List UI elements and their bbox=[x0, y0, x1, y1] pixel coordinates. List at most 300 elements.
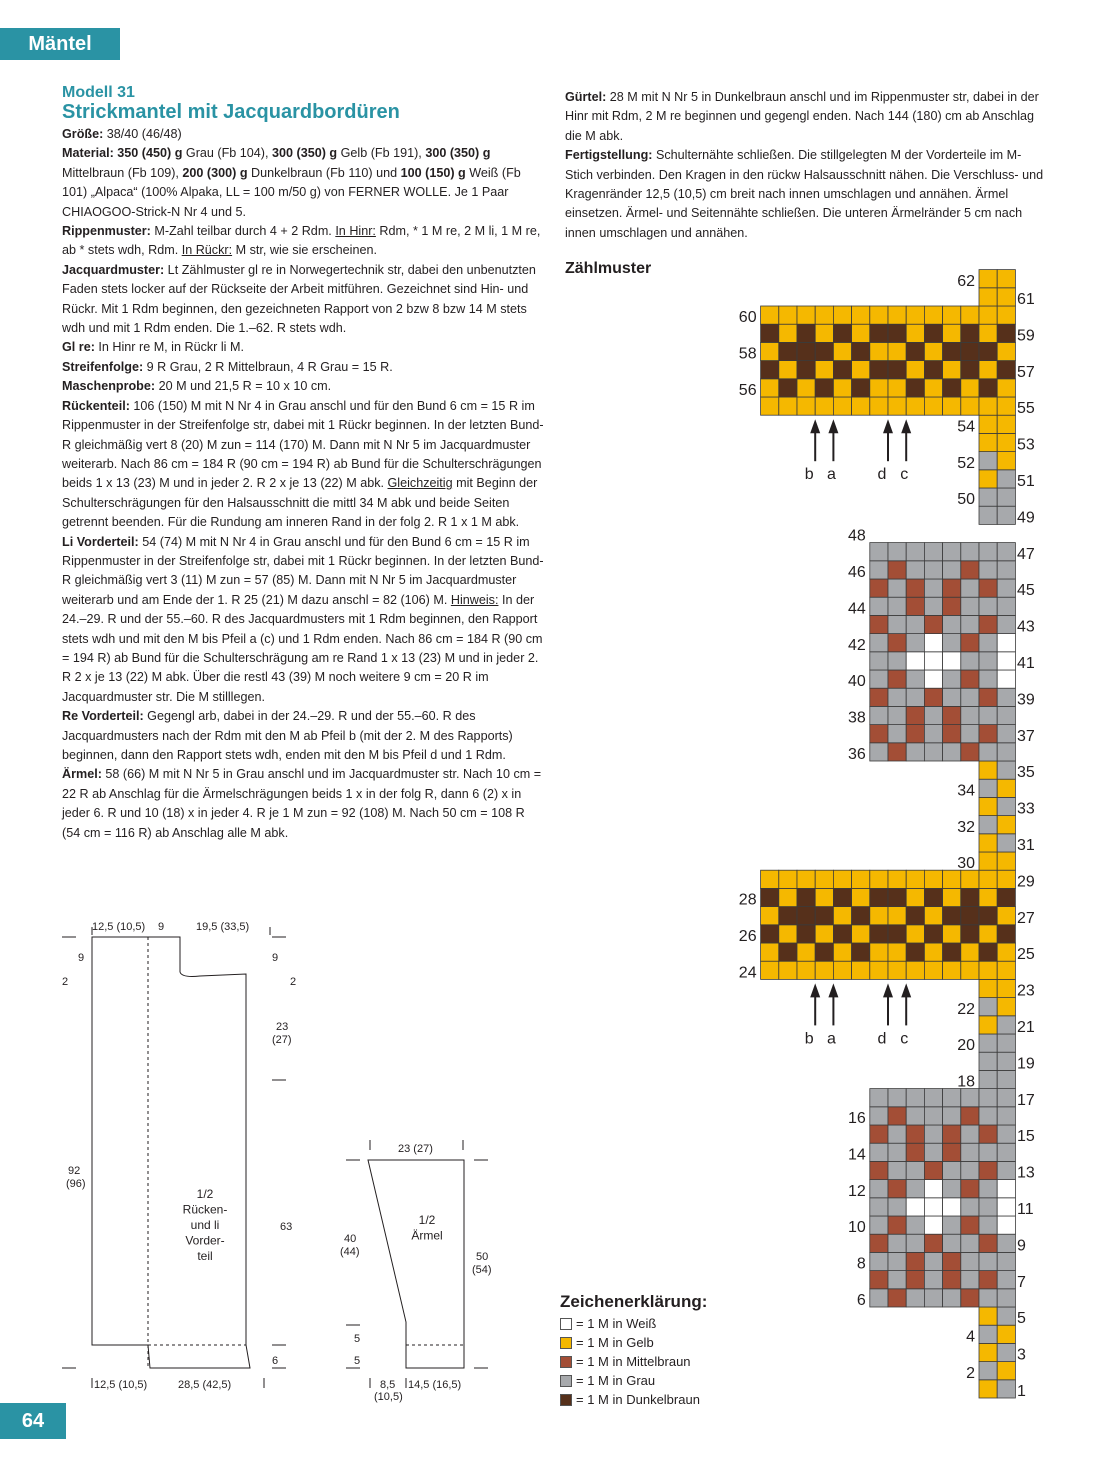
chart-label: 4 bbox=[966, 1328, 975, 1346]
chart-cell bbox=[852, 925, 870, 943]
chart-cell bbox=[888, 1089, 906, 1107]
chart-cell bbox=[761, 397, 779, 415]
chart-cell bbox=[815, 907, 833, 925]
chart-cell bbox=[870, 361, 888, 379]
chart-cell bbox=[833, 342, 851, 360]
chart-cell bbox=[961, 361, 979, 379]
chart-cell bbox=[870, 1143, 888, 1161]
chart-cell bbox=[906, 1198, 924, 1216]
instruction-paragraph: Fertigstellung: Schulternähte schließen. Die stillgelegten M der Vorderteile im M-Stich verbinden. Den Kragen in den rückw Halsausschnitt nähen. Die Verschluss- und Kragenränder 12,5 (10,5) cm breit nach innen umschlagen und annähen. Ärmel einsetzen. Ärmel- und Seitennähte schließen. Die unteren Ärmelränder 5 cm nach innen umschlagen und annähen. bbox=[565, 148, 1044, 240]
chart-label: 35 bbox=[1017, 764, 1035, 782]
chart-cell bbox=[961, 1143, 979, 1161]
body-right-9-dim: 9 bbox=[272, 952, 279, 964]
chart-cell bbox=[997, 943, 1015, 961]
chart-cell bbox=[943, 1271, 961, 1289]
chart-cell bbox=[924, 1180, 942, 1198]
chart-cell bbox=[979, 888, 997, 906]
chart-cell bbox=[997, 415, 1015, 433]
instruction-paragraph: Ärmel: 58 (66) M mit N Nr 5 in Grau anschl und im Jacquardmuster str. Nach 10 cm = 22 R ab Anschlag für die Ärmelschrägungen beids 1 x in der folg R, dann 6 (2) x in jeder 6. R und 10 (18) x in jeder 4. R je 1 M zun = 92 (108) M. Nach 50 cm = 108 R (54 cm = 116 R) ab Anschlag alle M abk. bbox=[62, 767, 542, 840]
chart-label: 43 bbox=[1017, 618, 1035, 636]
chart-cell bbox=[961, 543, 979, 561]
chart-cell bbox=[924, 342, 942, 360]
chart-cell bbox=[961, 688, 979, 706]
chart-cell bbox=[888, 306, 906, 324]
chart-cell bbox=[997, 1252, 1015, 1270]
chart-cell bbox=[870, 1234, 888, 1252]
chart-cell bbox=[833, 907, 851, 925]
chart-cell bbox=[870, 342, 888, 360]
chart-cell bbox=[888, 1252, 906, 1270]
chart-cell bbox=[997, 342, 1015, 360]
chart-cell bbox=[833, 324, 851, 342]
chart-label: 3 bbox=[1017, 1346, 1026, 1364]
chart-cell bbox=[779, 925, 797, 943]
chart-cell bbox=[997, 1016, 1015, 1034]
chart-label: 37 bbox=[1017, 727, 1035, 745]
chart-cell bbox=[979, 488, 997, 506]
legend-item bbox=[560, 1371, 707, 1390]
chart-cell bbox=[997, 470, 1015, 488]
chart-cell bbox=[888, 961, 906, 979]
chart-label: 20 bbox=[957, 1037, 975, 1055]
chart-label: 45 bbox=[1017, 582, 1035, 600]
chart-label: 17 bbox=[1017, 1091, 1035, 1109]
chart-cell bbox=[924, 1107, 942, 1125]
chart-cell bbox=[852, 888, 870, 906]
chart-cell bbox=[997, 506, 1015, 524]
chart-cell bbox=[906, 1271, 924, 1289]
chart-cell bbox=[888, 561, 906, 579]
chart-cell bbox=[870, 1252, 888, 1270]
chart-cell bbox=[924, 1271, 942, 1289]
chart-cell bbox=[888, 579, 906, 597]
chart-label: 48 bbox=[848, 527, 866, 545]
chart-cell bbox=[870, 306, 888, 324]
chart-cell bbox=[761, 961, 779, 979]
chart-cell bbox=[997, 561, 1015, 579]
chart-label: 12 bbox=[848, 1182, 866, 1200]
chart-cell bbox=[997, 397, 1015, 415]
chart-cell bbox=[779, 324, 797, 342]
chart-cell bbox=[997, 706, 1015, 724]
chart-label: 5 bbox=[1017, 1310, 1026, 1328]
instruction-paragraph: Jacquardmuster: Lt Zählmuster gl re in Norwegertechnik str, dabei den unbenutzten Faden stets locker auf der Rückseite der Arbeit mitführen. Gezeichnet sind Hin- und Rückr. Mit 1 Rdm beginnen, den gezeichneten Rapport von 2 bzw 8 bzw 14 M stets wdh und mit 1 Rdm enden. Die 1.–62. R stets wdh. bbox=[62, 262, 536, 336]
chart-cell bbox=[979, 1216, 997, 1234]
chart-cell bbox=[943, 1289, 961, 1307]
chart-cell bbox=[906, 706, 924, 724]
chart-cell bbox=[979, 361, 997, 379]
chart-cell bbox=[979, 670, 997, 688]
chart-cell bbox=[961, 579, 979, 597]
legend-label: = 1 M in Weiß bbox=[576, 1316, 657, 1331]
chart-cell bbox=[761, 342, 779, 360]
chart-cell bbox=[924, 1198, 942, 1216]
chart-cell bbox=[979, 943, 997, 961]
rapport-arrow-head bbox=[810, 419, 820, 433]
chart-label: 42 bbox=[848, 636, 866, 654]
chart-cell bbox=[997, 1271, 1015, 1289]
chart-label: 44 bbox=[848, 600, 866, 618]
chart-cell bbox=[961, 1198, 979, 1216]
chart-cell bbox=[997, 1052, 1015, 1070]
chart-cell bbox=[924, 688, 942, 706]
chart-cell bbox=[997, 779, 1015, 797]
schematic-label-line: Ärmel bbox=[411, 1228, 443, 1243]
chart-cell bbox=[961, 1089, 979, 1107]
chart-label: 53 bbox=[1017, 436, 1035, 454]
chart-cell bbox=[906, 1125, 924, 1143]
chart-label: 1 bbox=[1017, 1383, 1026, 1400]
chart-label: 58 bbox=[738, 345, 757, 363]
chart-cell bbox=[906, 361, 924, 379]
chart-cell bbox=[943, 907, 961, 925]
chart-cell bbox=[961, 925, 979, 943]
chart-cell bbox=[961, 743, 979, 761]
chart-cell bbox=[888, 725, 906, 743]
chart-cell bbox=[943, 634, 961, 652]
chart-cell bbox=[961, 379, 979, 397]
chart-cell bbox=[815, 961, 833, 979]
chart-cell bbox=[979, 816, 997, 834]
chart-cell bbox=[979, 634, 997, 652]
chart-cell bbox=[924, 597, 942, 615]
chart-cell bbox=[924, 379, 942, 397]
chart-cell bbox=[888, 615, 906, 633]
chart-label: 30 bbox=[957, 855, 975, 873]
instruction-paragraph: Größe: 38/40 (46/48) bbox=[62, 127, 182, 141]
chart-cell bbox=[997, 1107, 1015, 1125]
chart-cell bbox=[797, 397, 815, 415]
chart-cell bbox=[888, 743, 906, 761]
chart-cell bbox=[779, 870, 797, 888]
chart-label: 49 bbox=[1017, 509, 1035, 527]
chart-cell bbox=[997, 1362, 1015, 1380]
chart-cell bbox=[997, 615, 1015, 633]
chart-cell bbox=[979, 1271, 997, 1289]
chart-cell bbox=[979, 1107, 997, 1125]
chart-cell bbox=[815, 379, 833, 397]
chart-label: d bbox=[877, 1030, 887, 1048]
chart-cell bbox=[815, 888, 833, 906]
chart-cell bbox=[797, 379, 815, 397]
chart-cell bbox=[997, 688, 1015, 706]
chart-cell bbox=[924, 361, 942, 379]
chart-cell bbox=[888, 670, 906, 688]
rapport-arrow-head bbox=[828, 983, 838, 997]
chart-cell bbox=[997, 870, 1015, 888]
rapport-arrow-head bbox=[901, 419, 911, 433]
chart-cell bbox=[979, 1234, 997, 1252]
chart-cell bbox=[961, 870, 979, 888]
chart-cell bbox=[943, 379, 961, 397]
chart-cell bbox=[997, 1180, 1015, 1198]
chart-cell bbox=[961, 943, 979, 961]
chart-cell bbox=[924, 652, 942, 670]
chart-cell bbox=[888, 870, 906, 888]
instruction-paragraph: Rippenmuster: M-Zahl teilbar durch 4 + 2 Rdm. In Hinr: Rdm, * 1 M re, 2 M li, 1 M re, ab * stets wdh, Rdm. In Rückr: M str, wie sie erscheinen. bbox=[62, 224, 541, 258]
chart-label: 16 bbox=[848, 1110, 866, 1127]
chart-cell bbox=[924, 743, 942, 761]
chart-cell bbox=[943, 688, 961, 706]
chart-cell bbox=[943, 543, 961, 561]
chart-cell bbox=[888, 379, 906, 397]
chart-cell bbox=[979, 561, 997, 579]
chart-cell bbox=[979, 306, 997, 324]
chart-cell bbox=[961, 306, 979, 324]
chart-label: 51 bbox=[1017, 473, 1035, 490]
chart-cell bbox=[943, 1180, 961, 1198]
chart-cell bbox=[979, 1307, 997, 1325]
chart-cell bbox=[961, 615, 979, 633]
chart-cell bbox=[870, 706, 888, 724]
chart-label: d bbox=[877, 466, 887, 484]
legend-item bbox=[560, 1390, 707, 1409]
chart-cell bbox=[906, 597, 924, 615]
chart-cell bbox=[761, 925, 779, 943]
chart-cell bbox=[997, 452, 1015, 470]
chart-cell bbox=[870, 1180, 888, 1198]
chart-cell bbox=[979, 1325, 997, 1343]
chart-cell bbox=[961, 1216, 979, 1234]
chart-label: 26 bbox=[738, 928, 757, 945]
chart-cell bbox=[943, 597, 961, 615]
chart-cell bbox=[943, 1161, 961, 1179]
chart-cell bbox=[961, 342, 979, 360]
chart-cell bbox=[870, 1161, 888, 1179]
chart-cell bbox=[979, 579, 997, 597]
chart-label: 32 bbox=[957, 818, 975, 836]
chart-cell bbox=[833, 961, 851, 979]
chart-cell bbox=[833, 870, 851, 888]
chart-cell bbox=[997, 634, 1015, 652]
chart-label: b bbox=[804, 1030, 814, 1048]
chart-cell bbox=[815, 306, 833, 324]
chart-cell bbox=[979, 652, 997, 670]
model-title: Strickmantel mit Jacquardbordüren bbox=[62, 101, 400, 123]
chart-label: 6 bbox=[856, 1292, 866, 1309]
chart-cell bbox=[979, 397, 997, 415]
chart-cell bbox=[815, 925, 833, 943]
chart-cell bbox=[997, 597, 1015, 615]
chart-cell bbox=[870, 597, 888, 615]
chart-cell bbox=[997, 1380, 1015, 1398]
chart-cell bbox=[852, 907, 870, 925]
chart-cell bbox=[961, 652, 979, 670]
chart-cell bbox=[979, 1016, 997, 1034]
chart-cell bbox=[888, 907, 906, 925]
chart-cell bbox=[943, 342, 961, 360]
color-swatch bbox=[560, 1318, 572, 1330]
chart-cell bbox=[961, 634, 979, 652]
legend-label: = 1 M in Dunkelbraun bbox=[576, 1392, 700, 1407]
chart-cell bbox=[924, 1161, 942, 1179]
chart-cell bbox=[870, 615, 888, 633]
chart-cell bbox=[761, 324, 779, 342]
chart-label: 25 bbox=[1017, 946, 1035, 964]
chart-cell bbox=[997, 1198, 1015, 1216]
chart-cell bbox=[906, 943, 924, 961]
sleeve-left-40-dim: 40 bbox=[344, 1233, 357, 1245]
chart-cell bbox=[906, 907, 924, 925]
chart-cell bbox=[943, 579, 961, 597]
chart-cell bbox=[961, 1161, 979, 1179]
chart-cell bbox=[997, 961, 1015, 979]
chart-cell bbox=[870, 943, 888, 961]
section-tab: Mäntel bbox=[0, 28, 120, 60]
chart-cell bbox=[979, 834, 997, 852]
chart-cell bbox=[870, 670, 888, 688]
chart-cell bbox=[997, 797, 1015, 815]
chart-cell bbox=[979, 324, 997, 342]
chart-cell bbox=[870, 652, 888, 670]
chart-cell bbox=[979, 1125, 997, 1143]
chart-label: 14 bbox=[848, 1146, 866, 1164]
instruction-paragraph: Rückenteil: 106 (150) M mit N Nr 4 in Grau anschl und für den Bund 6 cm = 15 R im Rippenmuster in der Streifenfolge str, dabei mit 1 Rückr beginnen. In der letzten Bund-R gleichmäßig vert 8 (20) M zun = 114 (170) M. Dann mit N Nr 5 im Jacquardmuster weiterarb. Nach 86 cm = 184 R (90 cm = 194 R) ab Bund für die Schulterschrägungen beids 1 x 13 (23) M und in jeder 2. R 2 x je 13 (22) M abk. Gleichzeitig mit Beginn der Schulterschrägungen für den Halsausschnitt die mittl 34 M abk und beide Seiten getrennt beenden. Für die Rundung am inneren Rand in der folg 2. R 1 x 1 M abk. bbox=[62, 398, 544, 530]
rapport-arrow-head bbox=[883, 419, 893, 433]
chart-cell bbox=[888, 925, 906, 943]
chart-cell bbox=[906, 306, 924, 324]
chart-cell bbox=[961, 907, 979, 925]
chart-cell bbox=[943, 943, 961, 961]
sleeve-bottom-left-b-dim: (10,5) bbox=[374, 1391, 403, 1403]
chart-cell bbox=[870, 1125, 888, 1143]
chart-cell bbox=[906, 1180, 924, 1198]
chart-cell bbox=[997, 306, 1015, 324]
chart-cell bbox=[852, 324, 870, 342]
chart-cell bbox=[852, 306, 870, 324]
chart-cell bbox=[924, 543, 942, 561]
chart-cell bbox=[833, 306, 851, 324]
chart-cell bbox=[997, 725, 1015, 743]
schematic-label-line: 1/2 bbox=[418, 1213, 436, 1227]
chart-label: 60 bbox=[738, 309, 757, 327]
chart-cell bbox=[906, 342, 924, 360]
chart-label: 21 bbox=[1017, 1019, 1035, 1036]
rapport-arrow-head bbox=[883, 983, 893, 997]
chart-cell bbox=[906, 1216, 924, 1234]
chart-cell bbox=[924, 1089, 942, 1107]
chart-cell bbox=[852, 961, 870, 979]
chart-cell bbox=[797, 306, 815, 324]
chart-cell bbox=[815, 342, 833, 360]
chart-cell bbox=[997, 579, 1015, 597]
chart-cell bbox=[906, 1107, 924, 1125]
chart-label: 15 bbox=[1017, 1128, 1035, 1146]
chart-cell bbox=[979, 470, 997, 488]
chart-cell bbox=[961, 1252, 979, 1270]
legend-title: Zeichenerklärung: bbox=[560, 1292, 708, 1311]
chart-cell bbox=[979, 870, 997, 888]
chart-cell bbox=[906, 1234, 924, 1252]
sleeve-left-40b-dim: (44) bbox=[340, 1246, 360, 1258]
chart-label: c bbox=[900, 466, 909, 484]
chart-cell bbox=[979, 1252, 997, 1270]
chart-cell bbox=[997, 1034, 1015, 1052]
chart-cell bbox=[997, 1070, 1015, 1088]
chart-cell bbox=[943, 1216, 961, 1234]
chart-cell bbox=[924, 634, 942, 652]
chart-cell bbox=[979, 998, 997, 1016]
chart-cell bbox=[906, 888, 924, 906]
chart-cell bbox=[779, 961, 797, 979]
chart-cell bbox=[997, 1161, 1015, 1179]
chart-cell bbox=[924, 561, 942, 579]
chart-cell bbox=[779, 397, 797, 415]
chart-label: 2 bbox=[966, 1364, 975, 1382]
chart-cell bbox=[852, 361, 870, 379]
instruction-paragraph: Material: 350 (450) g Grau (Fb 104), 300 (350) g Gelb (Fb 191), 300 (350) g Mittelbraun (Fb 109), 200 (300) g Dunkelbraun (Fb 110) und 100 (150) g Weiß (Fb 101) „Alpaca“ (100% Alpaka, LL = 100 m/50 g) von FERNER WOLLE. Je 1 Paar CHIAOGOO-Strick-N Nr 4 und 5. bbox=[62, 146, 521, 219]
chart-cell bbox=[924, 324, 942, 342]
chart-cell bbox=[979, 761, 997, 779]
chart-cell bbox=[997, 652, 1015, 670]
chart-cell bbox=[943, 652, 961, 670]
chart-cell bbox=[870, 634, 888, 652]
chart-cell bbox=[870, 397, 888, 415]
chart-cell bbox=[888, 1234, 906, 1252]
chart-cell bbox=[924, 725, 942, 743]
chart-cell bbox=[924, 670, 942, 688]
chart-label: c bbox=[900, 1030, 909, 1048]
chart-cell bbox=[852, 397, 870, 415]
chart-cell bbox=[906, 1252, 924, 1270]
chart-cell bbox=[888, 706, 906, 724]
chart-cell bbox=[906, 324, 924, 342]
chart-label: 9 bbox=[1017, 1237, 1026, 1255]
sleeve-left-5b-dim: 5 bbox=[354, 1355, 361, 1367]
chart-cell bbox=[997, 852, 1015, 870]
sleeve-right-50b-dim: (54) bbox=[472, 1264, 492, 1276]
chart-cell bbox=[979, 961, 997, 979]
chart-cell bbox=[979, 925, 997, 943]
chart-cell bbox=[888, 943, 906, 961]
chart-cell bbox=[815, 397, 833, 415]
chart-cell bbox=[852, 379, 870, 397]
chart-cell bbox=[761, 306, 779, 324]
page-number: 64 bbox=[0, 1403, 66, 1439]
instruction-paragraph: Maschenprobe: 20 M und 21,5 R = 10 x 10 cm. bbox=[62, 379, 332, 394]
rapport-arrow-head bbox=[810, 983, 820, 997]
chart-cell bbox=[943, 706, 961, 724]
chart-cell bbox=[906, 543, 924, 561]
chart-cell bbox=[943, 1089, 961, 1107]
chart-cell bbox=[924, 943, 942, 961]
chart-cell bbox=[979, 779, 997, 797]
chart-cell bbox=[906, 743, 924, 761]
chart-label: 50 bbox=[957, 491, 975, 509]
chart-cell bbox=[961, 561, 979, 579]
chart-cell bbox=[997, 816, 1015, 834]
chart-label: 54 bbox=[957, 418, 975, 436]
chart-cell bbox=[997, 888, 1015, 906]
chart-cell bbox=[888, 361, 906, 379]
chart-cell bbox=[979, 979, 997, 997]
chart-label: 61 bbox=[1017, 291, 1035, 308]
chart-cell bbox=[870, 907, 888, 925]
chart-cell bbox=[888, 652, 906, 670]
chart-cell bbox=[761, 361, 779, 379]
chart-cell bbox=[870, 1107, 888, 1125]
chart-cell bbox=[888, 543, 906, 561]
chart-label: 34 bbox=[957, 782, 975, 800]
chart-cell bbox=[870, 1216, 888, 1234]
chart-cell bbox=[924, 961, 942, 979]
chart-cell bbox=[997, 543, 1015, 561]
sleeve-left-5a-dim: 5 bbox=[354, 1333, 361, 1345]
chart-label: 62 bbox=[957, 272, 975, 290]
chart-label: 24 bbox=[738, 964, 757, 982]
chart-cell bbox=[979, 506, 997, 524]
chart-cell bbox=[979, 1180, 997, 1198]
